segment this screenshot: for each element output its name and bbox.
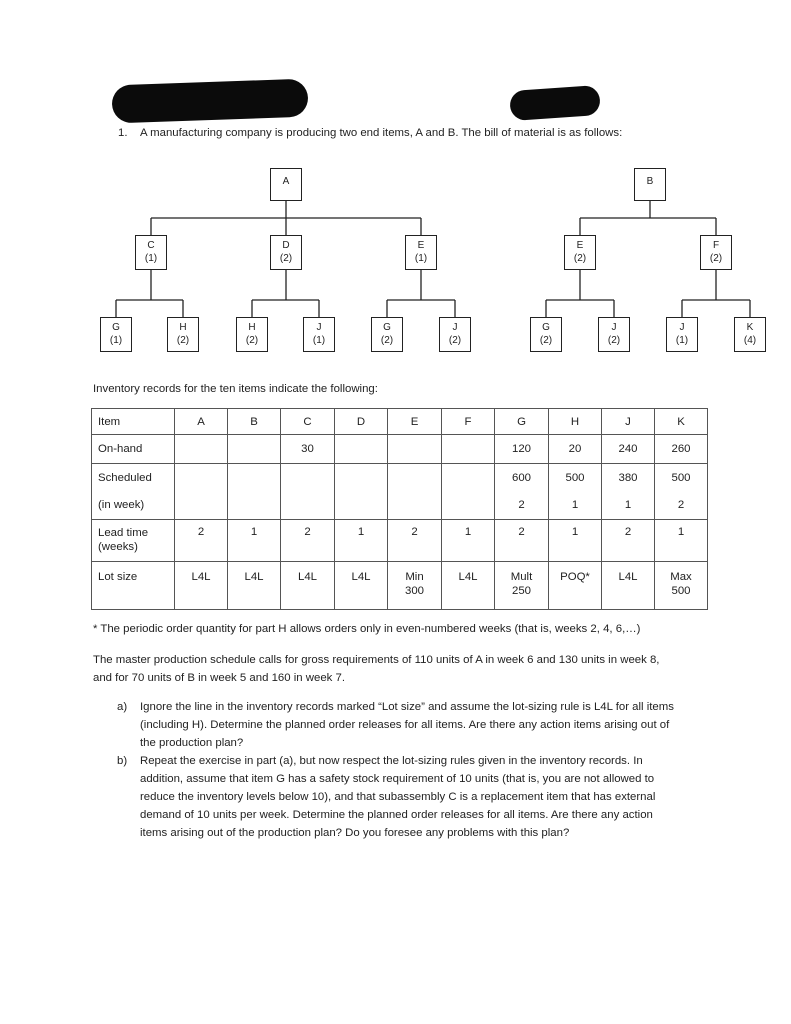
- cell: D: [335, 409, 388, 435]
- label-inweek: (in week): [92, 492, 175, 520]
- bom-node-C: C (1): [135, 235, 167, 270]
- part-a-text: Ignore the line in the inventory records marked “Lot size” and assume the lot-sizing rule is L4L for all items (including H). Determine the planned order releases for all items. Are there any action items arising out of the production plan?: [140, 701, 674, 749]
- cell: [175, 435, 228, 464]
- cell: C: [281, 409, 335, 435]
- cell: K: [655, 409, 708, 435]
- cell: 30: [281, 435, 335, 464]
- bom-node-B: B: [634, 168, 666, 201]
- part-a-label: a): [117, 701, 128, 713]
- cell: 1: [655, 520, 708, 562]
- cell: 2: [495, 492, 549, 520]
- cell: 600: [495, 464, 549, 492]
- cell: 1: [549, 520, 602, 562]
- cell: [335, 435, 388, 464]
- cell: G: [495, 409, 549, 435]
- part-b-label: b): [117, 755, 128, 767]
- mps-line-2: and for 70 units of B in week 5 and 160 in week 7.: [93, 672, 346, 684]
- row-inweek: [92, 492, 708, 520]
- cell: [228, 464, 281, 492]
- cell: L4L: [442, 562, 495, 610]
- row-lotsize: [92, 562, 708, 610]
- question-number: 1.: [118, 127, 128, 139]
- cell: 2: [175, 520, 228, 562]
- cell: 1: [335, 520, 388, 562]
- cell: 240: [602, 435, 655, 464]
- cell: 500: [655, 464, 708, 492]
- cell: L4L: [335, 562, 388, 610]
- label-lotsize: Lot size: [92, 562, 175, 610]
- row-leadtime: [92, 520, 708, 562]
- bom-node-F: F (2): [700, 235, 732, 270]
- cell: [228, 492, 281, 520]
- bom-node-E-G: G (2): [371, 317, 403, 352]
- question-intro: A manufacturing company is producing two end items, A and B. The bill of material is as follows:: [140, 127, 623, 139]
- cell: [388, 492, 442, 520]
- cell: 2: [655, 492, 708, 520]
- bom-node-C-H: H (2): [167, 317, 199, 352]
- cell: POQ*: [549, 562, 602, 610]
- row-scheduled: [92, 464, 708, 492]
- cell: Min 300: [388, 562, 442, 610]
- cell: 1: [228, 520, 281, 562]
- cell: Mult 250: [495, 562, 549, 610]
- bom-node-B-E: E (2): [564, 235, 596, 270]
- bom-node-F-K: K (4): [734, 317, 766, 352]
- cell: 260: [655, 435, 708, 464]
- bom-node-D-J: J (1): [303, 317, 335, 352]
- cell: [442, 464, 495, 492]
- cell: [175, 464, 228, 492]
- bom-node-E: E (1): [405, 235, 437, 270]
- cell: [335, 492, 388, 520]
- cell: [388, 464, 442, 492]
- cell: 1: [602, 492, 655, 520]
- label-item: Item: [92, 409, 175, 435]
- bom-node-F-J: J (1): [666, 317, 698, 352]
- cell: 2: [388, 520, 442, 562]
- cell: Max 500: [655, 562, 708, 610]
- part-b-text: Repeat the exercise in part (a), but now respect the lot-sizing rules given in the inventory records. In addition, assume that item G has a safety stock requirement of 10 units (that is, you are not allowed to reduce the inventory levels below 10), and that subassembly C is a replacement item that has external demand of 10 units per week. Determine the planned order releases for all items. Are there any action items arising out of the production plan? Do you foresee any problems with this plan?: [140, 755, 656, 839]
- bom-node-D-H: H (2): [236, 317, 268, 352]
- label-leadtime: Lead time (weeks): [92, 520, 175, 562]
- cell: [442, 435, 495, 464]
- cell: 380: [602, 464, 655, 492]
- mps-line-1: The master production schedule calls for gross requirements of 110 units of A in week 6 and 130 units in week 8,: [93, 654, 660, 666]
- label-scheduled: Scheduled: [92, 464, 175, 492]
- row-item: [92, 409, 708, 435]
- cell: L4L: [602, 562, 655, 610]
- bom-node-BE-J: J (2): [598, 317, 630, 352]
- footnote: * The periodic order quantity for part H allows orders only in even-numbered weeks (that is, weeks 2, 4, 6,…): [93, 623, 641, 635]
- cell: [281, 464, 335, 492]
- cell: E: [388, 409, 442, 435]
- cell: 2: [495, 520, 549, 562]
- inventory-table: [91, 408, 708, 610]
- cell: L4L: [281, 562, 335, 610]
- cell: 500: [549, 464, 602, 492]
- cell: 120: [495, 435, 549, 464]
- cell: L4L: [175, 562, 228, 610]
- mps-paragraph: [93, 651, 713, 687]
- cell: [335, 464, 388, 492]
- cell: B: [228, 409, 281, 435]
- bom-node-D: D (2): [270, 235, 302, 270]
- cell: A: [175, 409, 228, 435]
- cell: [442, 492, 495, 520]
- cell: [281, 492, 335, 520]
- cell: [388, 435, 442, 464]
- cell: 20: [549, 435, 602, 464]
- row-onhand: [92, 435, 708, 464]
- cell: H: [549, 409, 602, 435]
- bom-node-E-J: J (2): [439, 317, 471, 352]
- cell: 2: [281, 520, 335, 562]
- label-onhand: On-hand: [92, 435, 175, 464]
- cell: [175, 492, 228, 520]
- bom-node-A: A: [270, 168, 302, 201]
- inventory-intro: Inventory records for the ten items indicate the following:: [93, 383, 378, 395]
- bom-node-BE-G: G (2): [530, 317, 562, 352]
- cell: 2: [602, 520, 655, 562]
- cell: F: [442, 409, 495, 435]
- cell: [228, 435, 281, 464]
- cell: J: [602, 409, 655, 435]
- cell: 1: [549, 492, 602, 520]
- cell: L4L: [228, 562, 281, 610]
- bom-node-C-G: G (1): [100, 317, 132, 352]
- cell: 1: [442, 520, 495, 562]
